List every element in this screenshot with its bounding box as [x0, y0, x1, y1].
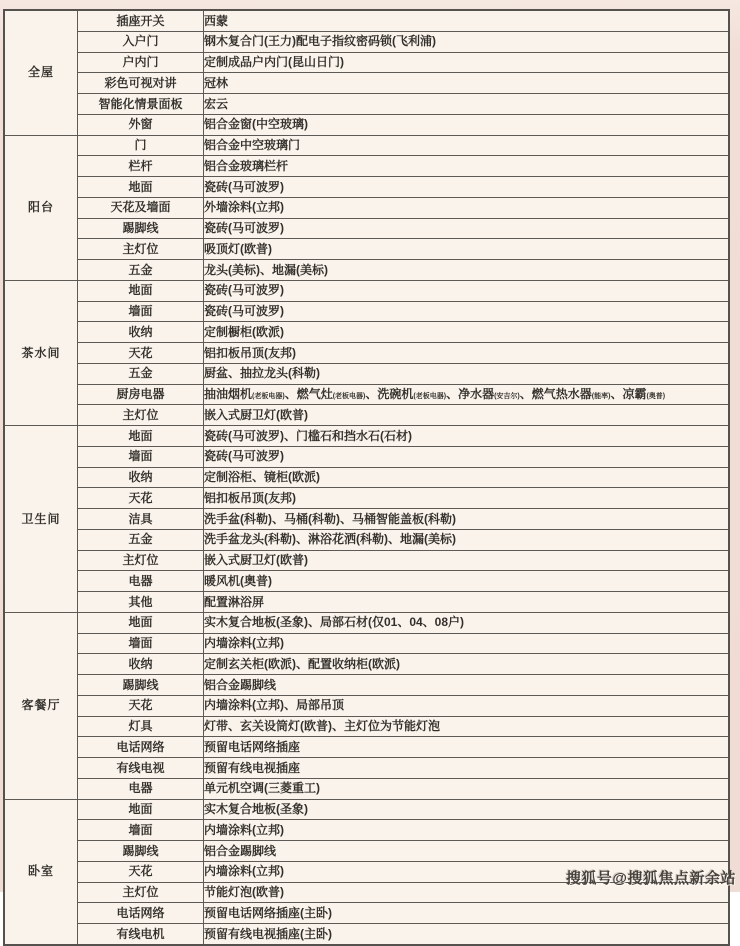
table-row [4, 758, 729, 779]
table-row [4, 239, 729, 260]
desc-cell: 铝扣板吊顶(友邦) [204, 488, 730, 509]
desc-cell: 洗手盆(科勒)、马桶(科勒)、马桶智能盖板(科勒) [204, 509, 730, 530]
desc-cell [204, 384, 730, 405]
desc-cell: 瓷砖(马可波罗) [204, 301, 730, 322]
desc-cell: 内墙涂料(立邦)、局部吊顶 [204, 695, 730, 716]
item-cell: 有线电机 [78, 924, 204, 945]
item-cell: 踢脚线 [78, 841, 204, 862]
item-cell: 踢脚线 [78, 218, 204, 239]
table-row [4, 571, 729, 592]
desc-cell: 瓷砖(马可波罗) [204, 177, 730, 198]
item-cell: 天花 [78, 861, 204, 882]
desc-cell: 瓷砖(马可波罗) [204, 280, 730, 301]
desc-cell: 预留电话网络插座 [204, 737, 730, 758]
category-cell: 卧室 [4, 799, 78, 945]
table-row [4, 31, 729, 52]
item-cell: 其他 [78, 592, 204, 613]
category-cell: 阳台 [4, 135, 78, 280]
table-row [4, 467, 729, 488]
brand-small-text: (老板电器) [332, 393, 366, 401]
table-row [4, 322, 729, 343]
item-cell: 天花 [78, 488, 204, 509]
item-cell: 墙面 [78, 301, 204, 322]
desc-cell: 实木复合地板(圣象)、局部石材(仅01、04、08户) [204, 612, 730, 633]
item-cell: 地面 [78, 612, 204, 633]
desc-cell: 铝合金踢脚线 [204, 675, 730, 696]
table-row [4, 197, 729, 218]
table-row [4, 654, 729, 675]
item-cell: 踢脚线 [78, 675, 204, 696]
table-row [4, 716, 729, 737]
item-cell: 天花及墙面 [78, 197, 204, 218]
item-cell: 主灯位 [78, 405, 204, 426]
table-row [4, 799, 729, 820]
table-row [4, 405, 729, 426]
table-row [4, 384, 729, 405]
item-cell: 收纳 [78, 322, 204, 343]
desc-cell: 瓷砖(马可波罗) [204, 446, 730, 467]
desc-text: 、洗碗机 [365, 387, 414, 402]
item-cell: 洁具 [78, 509, 204, 530]
table-row [4, 612, 729, 633]
item-cell: 门 [78, 135, 204, 156]
item-cell: 地面 [78, 426, 204, 447]
table-row [4, 114, 729, 135]
table-row [4, 10, 729, 31]
table-row [4, 280, 729, 301]
desc-cell: 冠林 [204, 73, 730, 94]
desc-text: 、净水器 [446, 387, 495, 402]
item-cell: 五金 [78, 363, 204, 384]
item-cell: 地面 [78, 177, 204, 198]
desc-cell: 预留有线电视插座(主卧) [204, 924, 730, 945]
desc-cell: 宏云 [204, 94, 730, 115]
item-cell: 地面 [78, 799, 204, 820]
desc-cell: 配置淋浴屏 [204, 592, 730, 613]
desc-text: 、凉霸 [610, 387, 647, 402]
item-cell: 天花 [78, 695, 204, 716]
category-cell: 客餐厅 [4, 612, 78, 799]
desc-cell: 内墙涂料(立邦) [204, 861, 730, 882]
category-cell: 卫生间 [4, 426, 78, 613]
table-row [4, 695, 729, 716]
item-cell: 电话网络 [78, 737, 204, 758]
table-row [4, 924, 729, 945]
table-row [4, 94, 729, 115]
category-cell: 全屋 [4, 10, 78, 135]
item-cell: 五金 [78, 529, 204, 550]
desc-cell: 龙头(美标)、地漏(美标) [204, 260, 730, 281]
item-cell: 外窗 [78, 114, 204, 135]
desc-cell: 定制成品户内门(昆山日门) [204, 52, 730, 73]
item-cell: 插座开关 [78, 10, 204, 31]
table-row [4, 633, 729, 654]
desc-cell: 铝合金中空玻璃门 [204, 135, 730, 156]
table-row [4, 446, 729, 467]
item-cell: 墙面 [78, 820, 204, 841]
table-row [4, 550, 729, 571]
delivery-standards-table [3, 9, 730, 946]
item-cell: 户内门 [78, 52, 204, 73]
item-cell: 主灯位 [78, 882, 204, 903]
item-cell: 天花 [78, 343, 204, 364]
desc-cell: 定制橱柜(欧派) [204, 322, 730, 343]
desc-cell: 预留有线电视插座 [204, 758, 730, 779]
desc-cell: 暖风机(奥普) [204, 571, 730, 592]
table-body [4, 10, 729, 945]
item-cell: 电器 [78, 571, 204, 592]
desc-cell: 单元机空调(三菱重工) [204, 778, 730, 799]
brand-small-text: (能率) [591, 393, 611, 401]
table-row [4, 592, 729, 613]
item-cell: 墙面 [78, 446, 204, 467]
desc-cell: 实木复合地板(圣象) [204, 799, 730, 820]
desc-cell: 铝合金窗(中空玻璃) [204, 114, 730, 135]
desc-cell: 内墙涂料(立邦) [204, 633, 730, 654]
table-row [4, 675, 729, 696]
item-cell: 五金 [78, 260, 204, 281]
table-row [4, 363, 729, 384]
desc-cell: 嵌入式厨卫灯(欧普) [204, 550, 730, 571]
watermark: 搜狐号@搜狐焦点新余站 [565, 870, 736, 887]
desc-cell: 铝扣板吊顶(友邦) [204, 343, 730, 364]
table-row [4, 301, 729, 322]
item-cell: 主灯位 [78, 239, 204, 260]
desc-cell: 节能灯泡(欧普) [204, 882, 730, 903]
brand-small-text: (奥普) [646, 393, 666, 401]
brand-small-text: (安吉尔) [494, 393, 520, 401]
desc-cell: 厨盆、抽拉龙头(科勒) [204, 363, 730, 384]
desc-cell: 洗手盆龙头(科勒)、淋浴花洒(科勒)、地漏(美标) [204, 529, 730, 550]
desc-cell: 瓷砖(马可波罗)、门槛石和挡水石(石材) [204, 426, 730, 447]
table-row [4, 820, 729, 841]
desc-cell: 预留电话网络插座(主卧) [204, 903, 730, 924]
table-row [4, 426, 729, 447]
item-cell: 收纳 [78, 654, 204, 675]
item-cell: 主灯位 [78, 550, 204, 571]
table-row [4, 260, 729, 281]
desc-cell: 嵌入式厨卫灯(欧普) [204, 405, 730, 426]
table-row [4, 903, 729, 924]
desc-cell: 铝合金踢脚线 [204, 841, 730, 862]
table-row [4, 488, 729, 509]
desc-cell: 灯带、玄关设筒灯(欧普)、主灯位为节能灯泡 [204, 716, 730, 737]
brand-small-text: (老板电器) [413, 393, 447, 401]
desc-text: 抽油烟机 [204, 387, 253, 402]
desc-cell: 西蒙 [204, 10, 730, 31]
desc-cell: 吸顶灯(欧普) [204, 239, 730, 260]
table-row [4, 52, 729, 73]
desc-cell: 钢木复合门(王力)配电子指纹密码锁(飞利浦) [204, 31, 730, 52]
table-row [4, 841, 729, 862]
item-cell: 电器 [78, 778, 204, 799]
desc-cell: 内墙涂料(立邦) [204, 820, 730, 841]
item-cell: 智能化情景面板 [78, 94, 204, 115]
table-row [4, 218, 729, 239]
item-cell: 栏杆 [78, 156, 204, 177]
brand-small-text: (老板电器) [252, 393, 285, 401]
table-row [4, 778, 729, 799]
item-cell: 电话网络 [78, 903, 204, 924]
item-cell: 收纳 [78, 467, 204, 488]
item-cell: 厨房电器 [78, 384, 204, 405]
desc-cell: 瓷砖(马可波罗) [204, 218, 730, 239]
table-row [4, 509, 729, 530]
table-row [4, 737, 729, 758]
desc-text: 、燃气热水器 [519, 387, 592, 402]
item-cell: 彩色可视对讲 [78, 73, 204, 94]
table-row [4, 156, 729, 177]
item-cell: 灯具 [78, 716, 204, 737]
desc-text: 、燃气灶 [284, 387, 333, 402]
item-cell: 地面 [78, 280, 204, 301]
item-cell: 有线电视 [78, 758, 204, 779]
item-cell: 入户门 [78, 31, 204, 52]
table-row [4, 529, 729, 550]
item-cell: 墙面 [78, 633, 204, 654]
category-cell: 茶水间 [4, 280, 78, 425]
desc-cell: 定制浴柜、镜柜(欧派) [204, 467, 730, 488]
table-row [4, 343, 729, 364]
desc-cell: 铝合金玻璃栏杆 [204, 156, 730, 177]
table-row [4, 73, 729, 94]
desc-cell: 定制玄关柜(欧派)、配置收纳柜(欧派) [204, 654, 730, 675]
table-row [4, 177, 729, 198]
desc-cell: 外墙涂料(立邦) [204, 197, 730, 218]
table-row [4, 135, 729, 156]
